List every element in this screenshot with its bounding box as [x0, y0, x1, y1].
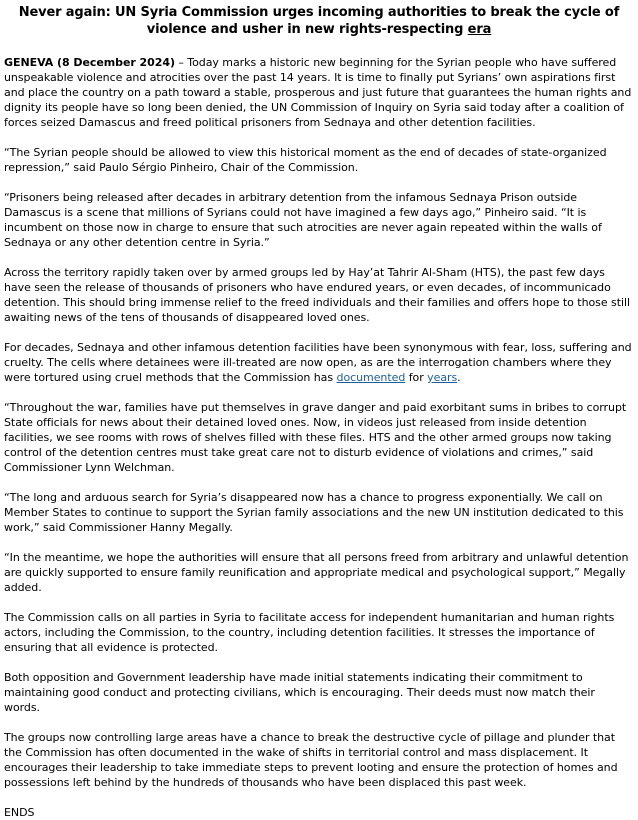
paragraph-welchman-quote: “Throughout the war, families have put themselves in grave danger and paid exorbitant sums in bribes to corrupt State officials for news about their detained loved ones. Now, in videos just released from inside detention facilities, we see rooms with rows of shelves filled with these files. HTS and the other armed groups now taking control of the detention centres must take great care not to disturb evidence of violations and crimes,” said Commissioner Lynn Welchman. [4, 401, 627, 474]
paragraph-looting-prevention: The groups now controlling large areas have a chance to break the destructive cycle of pillage and plunder that the Commission has often documented in the wake of shifts in territorial control and mass displacement. It encourages their leadership to take immediate steps to prevent looting and ensure the protection of homes and possessions left behind by the hundreds of thousands who have been displaced this past week. [4, 731, 618, 789]
article-title [4, 4, 634, 38]
detention-text-mid: for [405, 371, 428, 384]
article-title-main: Never again: UN Syria Commission urges incoming authorities to break the cycle of violence and usher in new rights-respecting [18, 5, 620, 37]
paragraph-intro [4, 55, 634, 130]
paragraph-megally-quote: “The long and arduous search for Syria’s disappeared now has a chance to progress exponentially. We call on Member States to continue to support the Syrian family associations and the new UN institution dedicated to this work,” said Commissioner Hanny Megally. [4, 491, 624, 534]
documented-link[interactable]: documented [336, 371, 406, 384]
paragraph-detention-facilities [4, 340, 634, 385]
article-title-last-word: era [467, 22, 492, 37]
paragraph-hts-release: Across the territory rapidly taken over by armed groups led by Hay’at Tahrir Al-Sham (HTS), the past few days have seen the release of thousands of prisoners who have endured years, or even decades, of incommunicado detention. This should bring immense relief to the freed individuals and their families and offers hope to those still awaiting news of the tens of thousands of disappeared loved ones. [4, 266, 630, 324]
detention-text: For decades, Sednaya and other infamous detention facilities have been synonymous with fear, loss, suffering and cruelty. The cells where detainees were ill-treated are now open, as are the interrogation chambers where they were tortured using cruel methods that the Commission has [4, 341, 632, 384]
ends-marker: ENDS [4, 806, 35, 819]
years-link[interactable]: years [427, 371, 458, 384]
paragraph-access-call: The Commission calls on all parties in Syria to facilitate access for independent humanitarian and human rights actors, including the Commission, to the country, including detention facilities. It stresses the importance of ensuring that all evidence is protected. [4, 611, 615, 654]
intro-text: – Today marks a historic new beginning for the Syrian people who have suffered unspeakable violence and atrocities over the past 14 years. It is time to finally put Syrians’ own aspirations first and place the country on a path toward a stable, prosperous and just future that guarantees the human rights and dignity its people have so long been denied, the UN Commission of Inquiry on Syria said today after a coalition of forces seized Damascus and freed political prisoners from Sednaya and other detention facilities. [4, 56, 632, 129]
paragraph-sednaya-quote: “Prisoners being released after decades in arbitrary detention from the infamous Sednaya Prison outside Damascus is a scene that millions of Syrians could not have imagined a few days ago,” Pinheiro said. “It is incumbent on those now in charge to ensure that such atrocities are never again repeated within the walls of Sednaya or any other detention centre in Syria.” [4, 191, 602, 249]
dateline: GENEVA (8 December 2024) [4, 56, 175, 69]
paragraph-leadership-statements: Both opposition and Government leadership have made initial statements indicating their commitment to maintaining good conduct and protecting civilians, which is encouraging. Their deeds must now match their words. [4, 671, 595, 714]
detention-text-end: . [457, 371, 461, 384]
paragraph-pinheiro-quote: “The Syrian people should be allowed to view this historical moment as the end of decades of state-organized repression,” said Paulo Sérgio Pinheiro, Chair of the Commission. [4, 146, 607, 174]
paragraph-megally-added: “In the meantime, we hope the authorities will ensure that all persons freed from arbitrary and unlawful detention are quickly supported to ensure family reunification and appropriate medical and psychological support,” Megally added. [4, 551, 629, 594]
